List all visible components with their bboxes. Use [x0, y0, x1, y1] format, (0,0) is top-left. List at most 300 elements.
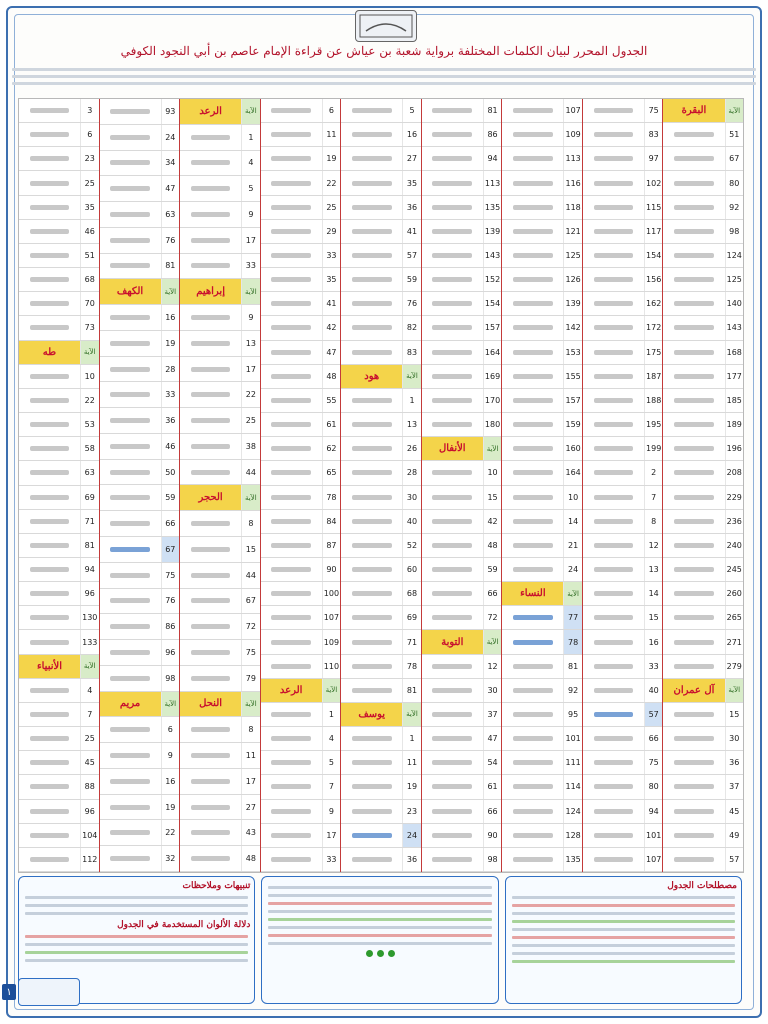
- table-row: [180, 614, 260, 640]
- word-placeholder: [30, 857, 70, 862]
- verse-number: 1: [322, 703, 341, 726]
- sura-name: النحل: [199, 698, 223, 710]
- word-cell: [19, 510, 80, 533]
- word-cell: [422, 655, 483, 678]
- verse-number: 54: [483, 751, 502, 774]
- verse-label: الآية: [725, 99, 744, 122]
- words-table: [18, 98, 744, 873]
- word-placeholder: [432, 712, 472, 717]
- word-placeholder: [30, 591, 70, 596]
- table-row: [502, 486, 582, 510]
- verse-number: 12: [644, 534, 663, 557]
- verse-number: 135: [563, 848, 582, 871]
- word-placeholder: [271, 809, 311, 814]
- verse-number: 100: [322, 582, 341, 605]
- word-cell: [19, 437, 80, 460]
- verse-number: 67: [725, 147, 744, 170]
- table-row: [180, 563, 260, 589]
- verse-number: 47: [322, 341, 341, 364]
- verse-number: 25: [241, 408, 260, 433]
- word-cell: [422, 341, 483, 364]
- verse-number: 96: [161, 640, 180, 665]
- table-row: [663, 292, 743, 316]
- word-cell: [341, 703, 402, 726]
- table-row: [19, 558, 99, 582]
- word-cell: [502, 848, 563, 871]
- word-placeholder: [674, 229, 714, 234]
- legend-green-dot-icon: [388, 950, 395, 957]
- word-placeholder: [674, 446, 714, 451]
- word-placeholder: [110, 341, 150, 346]
- verse-number: 185: [725, 389, 744, 412]
- word-placeholder: [271, 132, 311, 137]
- table-row: [583, 244, 663, 268]
- table-row: [341, 630, 421, 654]
- sura-name: الرعد: [199, 105, 222, 117]
- word-cell: [19, 268, 80, 291]
- word-cell: [422, 316, 483, 339]
- table-row: [583, 679, 663, 703]
- table-row: [341, 147, 421, 171]
- table-row: [180, 795, 260, 821]
- verse-number: 17: [322, 824, 341, 847]
- verse-number: 168: [725, 341, 744, 364]
- verse-number: 72: [241, 614, 260, 639]
- verse-number: 8: [644, 510, 663, 533]
- table-row: [502, 848, 582, 872]
- verse-number: 60: [402, 558, 421, 581]
- word-placeholder: [674, 374, 714, 379]
- table-row: [663, 727, 743, 751]
- table-row: [19, 316, 99, 340]
- verse-number: 30: [725, 727, 744, 750]
- word-placeholder: [271, 181, 311, 186]
- table-row: [341, 171, 421, 195]
- table-row: [19, 534, 99, 558]
- verse-number: 15: [483, 486, 502, 509]
- word-cell: [422, 630, 483, 653]
- table-row: [180, 408, 260, 434]
- verse-number: 33: [322, 848, 341, 871]
- table-row: [261, 727, 341, 751]
- verse-number: 189: [725, 413, 744, 436]
- verse-number: 25: [322, 196, 341, 219]
- table-row: [341, 582, 421, 606]
- word-cell: [502, 147, 563, 170]
- table-row: [663, 268, 743, 292]
- table-row: [341, 389, 421, 413]
- verse-number: 265: [725, 606, 744, 629]
- table-row: [502, 99, 582, 123]
- word-placeholder: [30, 181, 70, 186]
- verse-number: 79: [241, 666, 260, 691]
- table-row: [422, 655, 502, 679]
- verse-number: 96: [80, 800, 99, 823]
- sura-header-row: [180, 279, 260, 305]
- table-row: [502, 244, 582, 268]
- word-placeholder: [674, 615, 714, 620]
- word-cell: [100, 176, 161, 201]
- word-cell: [502, 268, 563, 291]
- word-placeholder: [674, 277, 714, 282]
- word-placeholder: [513, 132, 553, 137]
- verse-number: 229: [725, 486, 744, 509]
- table-row: [341, 461, 421, 485]
- table-row: [341, 196, 421, 220]
- word-cell: [341, 147, 402, 170]
- word-placeholder: [30, 567, 70, 572]
- table-row: [422, 196, 502, 220]
- table-row: [100, 846, 180, 872]
- verse-number: 35: [322, 268, 341, 291]
- word-placeholder: [432, 398, 472, 403]
- word-placeholder: [432, 857, 472, 862]
- word-cell: [422, 606, 483, 629]
- word-cell: [663, 703, 724, 726]
- word-placeholder: [513, 325, 553, 330]
- verse-number: 172: [644, 316, 663, 339]
- word-cell: [663, 341, 724, 364]
- word-placeholder: [432, 253, 472, 258]
- verse-number: 37: [483, 703, 502, 726]
- word-cell: [341, 679, 402, 702]
- table-row: [583, 655, 663, 679]
- word-cell: [341, 365, 402, 388]
- word-cell: [100, 692, 161, 717]
- word-placeholder: [271, 857, 311, 862]
- verse-number: 112: [80, 848, 99, 871]
- verse-number: 101: [644, 824, 663, 847]
- table-row: [19, 703, 99, 727]
- word-placeholder: [110, 444, 150, 449]
- word-cell: [583, 703, 644, 726]
- word-placeholder: [513, 640, 553, 645]
- verse-number: 23: [80, 147, 99, 170]
- table-row: [663, 775, 743, 799]
- word-cell: [100, 820, 161, 845]
- verse-number: 124: [725, 244, 744, 267]
- word-cell: [19, 775, 80, 798]
- word-placeholder: [191, 598, 231, 603]
- word-placeholder: [674, 664, 714, 669]
- sura-header-row: [180, 692, 260, 718]
- verse-number: 180: [483, 413, 502, 436]
- verse-number: 16: [402, 123, 421, 146]
- word-placeholder: [352, 156, 392, 161]
- sura-header-row: [261, 679, 341, 703]
- word-placeholder: [110, 470, 150, 475]
- word-placeholder: [271, 253, 311, 258]
- word-placeholder: [191, 135, 231, 140]
- table-row: [19, 727, 99, 751]
- verse-number: 164: [563, 461, 582, 484]
- word-placeholder: [674, 736, 714, 741]
- word-cell: [100, 563, 161, 588]
- table-row: [19, 824, 99, 848]
- verse-number: 19: [322, 147, 341, 170]
- word-cell: [19, 171, 80, 194]
- verse-number: 84: [322, 510, 341, 533]
- sura-name: مريم: [119, 698, 141, 710]
- table-row: [19, 582, 99, 606]
- word-placeholder: [271, 760, 311, 765]
- table-row: [583, 341, 663, 365]
- verse-number: 160: [563, 437, 582, 460]
- verse-number: 36: [161, 408, 180, 433]
- table-row: [422, 147, 502, 171]
- word-placeholder: [594, 495, 634, 500]
- word-cell: [261, 486, 322, 509]
- verse-label: الآية: [322, 679, 341, 702]
- word-cell: [261, 316, 322, 339]
- verse-number: 8: [241, 717, 260, 742]
- word-cell: [422, 147, 483, 170]
- word-cell: [663, 558, 724, 581]
- verse-number: 95: [563, 703, 582, 726]
- word-placeholder: [110, 676, 150, 681]
- word-placeholder: [191, 779, 231, 784]
- table-row: [261, 316, 341, 340]
- verse-number: 19: [161, 331, 180, 356]
- table-row: [663, 606, 743, 630]
- table-row: [180, 769, 260, 795]
- table-row: [341, 99, 421, 123]
- sura-name: البقرة: [681, 105, 707, 117]
- word-cell: [663, 727, 724, 750]
- table-row: [663, 389, 743, 413]
- word-placeholder: [674, 422, 714, 427]
- table-row: [341, 316, 421, 340]
- verse-number: 22: [161, 820, 180, 845]
- verse-number: 130: [80, 606, 99, 629]
- table-row: [261, 413, 341, 437]
- table-row: [261, 486, 341, 510]
- verse-number: 9: [241, 305, 260, 330]
- word-placeholder: [110, 624, 150, 629]
- word-cell: [261, 147, 322, 170]
- verse-number: 124: [563, 800, 582, 823]
- word-placeholder: [271, 640, 311, 645]
- verse-number: 92: [725, 196, 744, 219]
- examples-box: [261, 876, 498, 1004]
- word-cell: [422, 824, 483, 847]
- table-row: [180, 176, 260, 202]
- word-placeholder: [352, 519, 392, 524]
- word-placeholder: [594, 277, 634, 282]
- word-cell: [261, 341, 322, 364]
- word-cell: [261, 244, 322, 267]
- table-row: [180, 382, 260, 408]
- word-cell: [341, 558, 402, 581]
- sura-header-row: [663, 679, 743, 703]
- table-row: [663, 510, 743, 534]
- verse-number: 86: [483, 123, 502, 146]
- word-cell: [663, 630, 724, 653]
- verse-number: 279: [725, 655, 744, 678]
- verse-number: 19: [161, 795, 180, 820]
- word-placeholder: [110, 186, 150, 191]
- table-row: [422, 606, 502, 630]
- table-row: [100, 717, 180, 743]
- table-row: [180, 820, 260, 846]
- word-placeholder: [110, 805, 150, 810]
- word-cell: [583, 220, 644, 243]
- verse-number: 45: [725, 800, 744, 823]
- table-row: [583, 800, 663, 824]
- word-placeholder: [674, 253, 714, 258]
- word-placeholder: [30, 736, 70, 741]
- word-placeholder: [30, 446, 70, 451]
- word-placeholder: [674, 784, 714, 789]
- verse-number: 69: [402, 606, 421, 629]
- sura-header-row: [19, 655, 99, 679]
- word-cell: [583, 848, 644, 871]
- table-column: [582, 99, 663, 872]
- word-cell: [341, 171, 402, 194]
- verse-number: 28: [161, 357, 180, 382]
- table-row: [100, 228, 180, 254]
- word-placeholder: [513, 470, 553, 475]
- verse-number: 59: [402, 268, 421, 291]
- word-cell: [583, 123, 644, 146]
- word-placeholder: [352, 277, 392, 282]
- word-cell: [663, 220, 724, 243]
- table-column: [501, 99, 582, 872]
- verse-number: 156: [644, 268, 663, 291]
- word-placeholder: [191, 547, 231, 552]
- word-cell: [583, 365, 644, 388]
- word-cell: [261, 510, 322, 533]
- table-row: [261, 534, 341, 558]
- word-cell: [341, 655, 402, 678]
- table-row: [19, 800, 99, 824]
- verse-number: 96: [80, 582, 99, 605]
- table-row: [422, 99, 502, 123]
- word-cell: [583, 630, 644, 653]
- word-cell: [100, 228, 161, 253]
- table-row: [422, 365, 502, 389]
- word-placeholder: [594, 567, 634, 572]
- table-row: [341, 510, 421, 534]
- word-placeholder: [110, 779, 150, 784]
- word-cell: [422, 461, 483, 484]
- word-placeholder: [271, 591, 311, 596]
- sura-name: طه: [42, 346, 57, 358]
- word-cell: [341, 413, 402, 436]
- table-row: [502, 268, 582, 292]
- verse-number: 81: [483, 99, 502, 122]
- word-placeholder: [432, 615, 472, 620]
- word-cell: [583, 244, 644, 267]
- word-cell: [583, 510, 644, 533]
- verse-number: 58: [80, 437, 99, 460]
- table-column: [340, 99, 421, 872]
- verse-label: الآية: [725, 679, 744, 702]
- table-row: [19, 365, 99, 389]
- verse-number: 35: [402, 171, 421, 194]
- word-placeholder: [191, 573, 231, 578]
- table-row: [583, 703, 663, 727]
- word-cell: [502, 824, 563, 847]
- word-placeholder: [432, 567, 472, 572]
- word-placeholder: [594, 833, 634, 838]
- table-row: [100, 666, 180, 692]
- verse-number: 34: [161, 151, 180, 176]
- word-placeholder: [191, 315, 231, 320]
- word-placeholder: [513, 301, 553, 306]
- verse-number: 107: [563, 99, 582, 122]
- word-cell: [100, 434, 161, 459]
- word-cell: [19, 655, 80, 678]
- table-row: [100, 408, 180, 434]
- word-placeholder: [191, 470, 231, 475]
- word-placeholder: [432, 833, 472, 838]
- verse-number: 10: [80, 365, 99, 388]
- word-cell: [502, 800, 563, 823]
- table-row: [583, 99, 663, 123]
- word-cell: [19, 751, 80, 774]
- table-row: [502, 171, 582, 195]
- verse-number: 4: [322, 727, 341, 750]
- verse-number: 5: [402, 99, 421, 122]
- table-row: [19, 389, 99, 413]
- table-row: [663, 147, 743, 171]
- word-placeholder: [110, 753, 150, 758]
- word-placeholder: [432, 470, 472, 475]
- verse-number: 78: [322, 486, 341, 509]
- word-cell: [422, 679, 483, 702]
- word-placeholder: [594, 640, 634, 645]
- table-row: [180, 125, 260, 151]
- verse-number: 33: [322, 244, 341, 267]
- word-cell: [502, 413, 563, 436]
- word-placeholder: [432, 277, 472, 282]
- word-cell: [502, 486, 563, 509]
- table-row: [583, 727, 663, 751]
- table-row: [583, 220, 663, 244]
- word-placeholder: [352, 784, 392, 789]
- word-placeholder: [432, 422, 472, 427]
- table-row: [341, 437, 421, 461]
- word-cell: [663, 824, 724, 847]
- word-cell: [663, 534, 724, 557]
- verse-number: 73: [80, 316, 99, 339]
- word-placeholder: [30, 809, 70, 814]
- word-placeholder: [432, 809, 472, 814]
- table-row: [180, 511, 260, 537]
- word-cell: [19, 99, 80, 122]
- word-cell: [341, 510, 402, 533]
- table-row: [422, 461, 502, 485]
- word-cell: [261, 534, 322, 557]
- table-row: [502, 196, 582, 220]
- word-cell: [663, 800, 724, 823]
- word-placeholder: [594, 156, 634, 161]
- word-cell: [502, 341, 563, 364]
- word-cell: [19, 582, 80, 605]
- word-placeholder: [674, 325, 714, 330]
- word-cell: [180, 820, 241, 845]
- word-cell: [180, 846, 241, 871]
- word-cell: [19, 800, 80, 823]
- word-cell: [663, 123, 724, 146]
- word-placeholder: [191, 727, 231, 732]
- word-placeholder: [110, 238, 150, 243]
- word-cell: [341, 316, 402, 339]
- table-row: [19, 220, 99, 244]
- word-placeholder: [594, 205, 634, 210]
- verse-number: 7: [644, 486, 663, 509]
